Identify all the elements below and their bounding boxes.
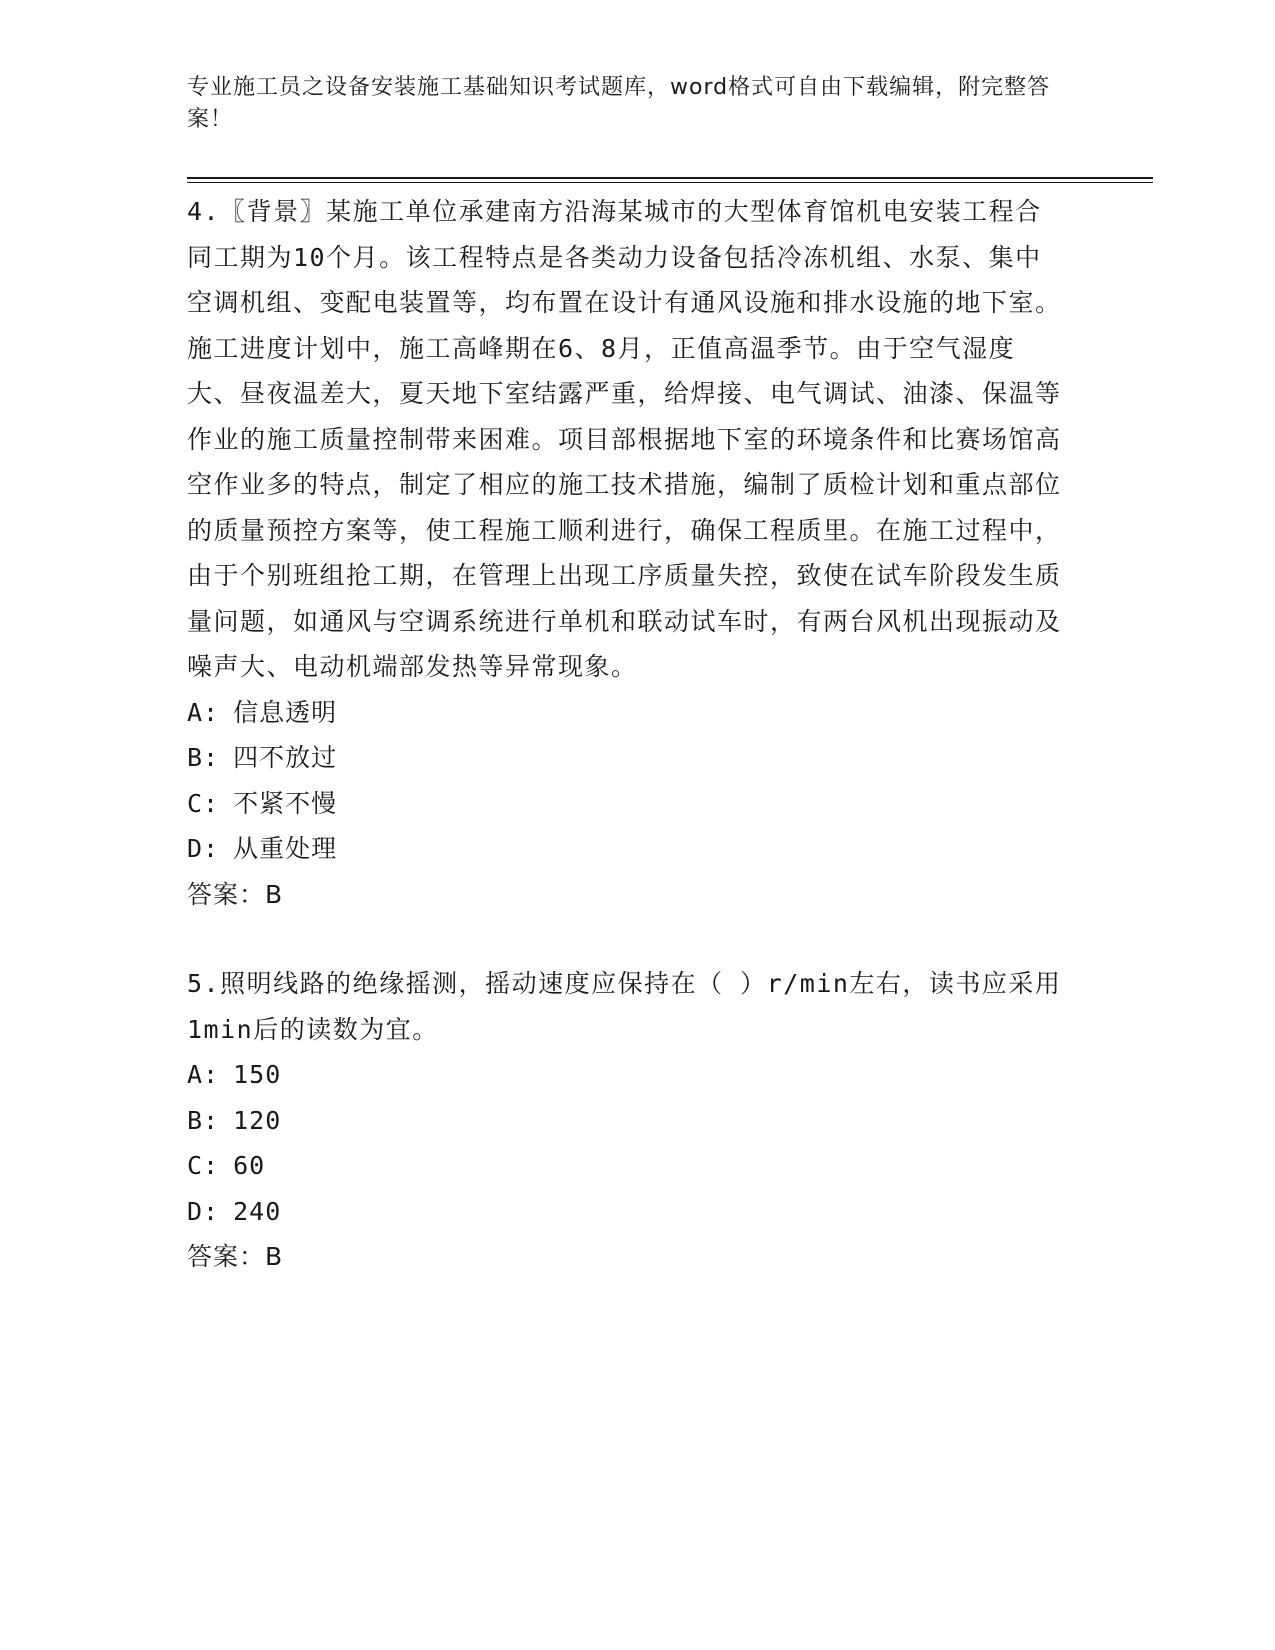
document-header: 专业施工员之设备安装施工基础知识考试题库，word格式可自由下载编辑，附完整答案！ bbox=[187, 75, 1051, 132]
option-text: 120 bbox=[233, 1105, 282, 1135]
header-divider-thick bbox=[187, 177, 1153, 179]
option-text: 150 bbox=[233, 1060, 282, 1089]
question-spacer bbox=[187, 917, 1067, 961]
option-letter: B: bbox=[187, 743, 220, 772]
question-number: 4. bbox=[187, 197, 221, 226]
question-body: 照明线路的绝缘摇测，摇动速度应保持在（ ）r/min左右，读书应采用1min后的读数为宜。 bbox=[187, 969, 1062, 1044]
option-letter: A: bbox=[187, 697, 220, 727]
header-divider-thin bbox=[187, 182, 1153, 183]
option-letter: B: bbox=[187, 1105, 220, 1135]
option-letter: D: bbox=[187, 1196, 220, 1226]
option-letter: D: bbox=[187, 834, 220, 863]
option-d bbox=[187, 1189, 1067, 1235]
question-item bbox=[187, 961, 1067, 1280]
question-item bbox=[187, 189, 1067, 917]
question-text bbox=[187, 189, 1067, 690]
option-b bbox=[187, 735, 1067, 781]
option-text: 从重处理 bbox=[233, 834, 338, 863]
option-text: 信息透明 bbox=[233, 697, 338, 727]
option-b bbox=[187, 1098, 1067, 1144]
option-c bbox=[187, 781, 1067, 827]
question-text bbox=[187, 961, 1067, 1052]
option-c bbox=[187, 1143, 1067, 1189]
option-text: 不紧不慢 bbox=[233, 788, 338, 818]
option-d bbox=[187, 826, 1067, 872]
option-letter: A: bbox=[187, 1060, 220, 1089]
option-a bbox=[187, 1052, 1067, 1098]
option-text: 240 bbox=[233, 1196, 282, 1226]
option-text: 四不放过 bbox=[233, 743, 338, 772]
answer-line: 答案：B bbox=[187, 879, 284, 909]
question-body: 〖背景〗某施工单位承建南方沿海某城市的大型体育馆机电安装工程合同工期为10个月。该工程特点是各类动力设备包括冷冻机组、水泵、集中空调机组、变配电装置等，均布置在设计有通风设施和排水设施的地下室。施工进度计划中，施工高峰期在6、8月，正值高温季节。由于空气湿度大、昼夜温差大，夏天地下室结露严重，给焊接、电气调试、油漆、保温等作业的施工质量控制带来困难。项目部根据地下室的环境条件和比赛场馆高空作业多的特点，制定了相应的施工技术措施，编制了质检计划和重点部位的质量预控方案等，使工程施工顺利进行，确保工程质里。在施工过程中，由于个别班组抢工期，在管理上出现工序质量失控，致使在试车阶段发生质量问题，如通风与空调系统进行单机和联动试车时，有两台风机出现振动及噪声大、电动机端部发热等异常现象。 bbox=[187, 197, 1062, 681]
question-list bbox=[187, 189, 1067, 1280]
option-a bbox=[187, 690, 1067, 736]
option-letter: C: bbox=[187, 788, 220, 818]
question-number: 5. bbox=[187, 969, 221, 998]
option-text: 60 bbox=[233, 1151, 266, 1180]
option-letter: C: bbox=[187, 1151, 220, 1180]
answer-line: 答案：B bbox=[187, 1242, 284, 1271]
